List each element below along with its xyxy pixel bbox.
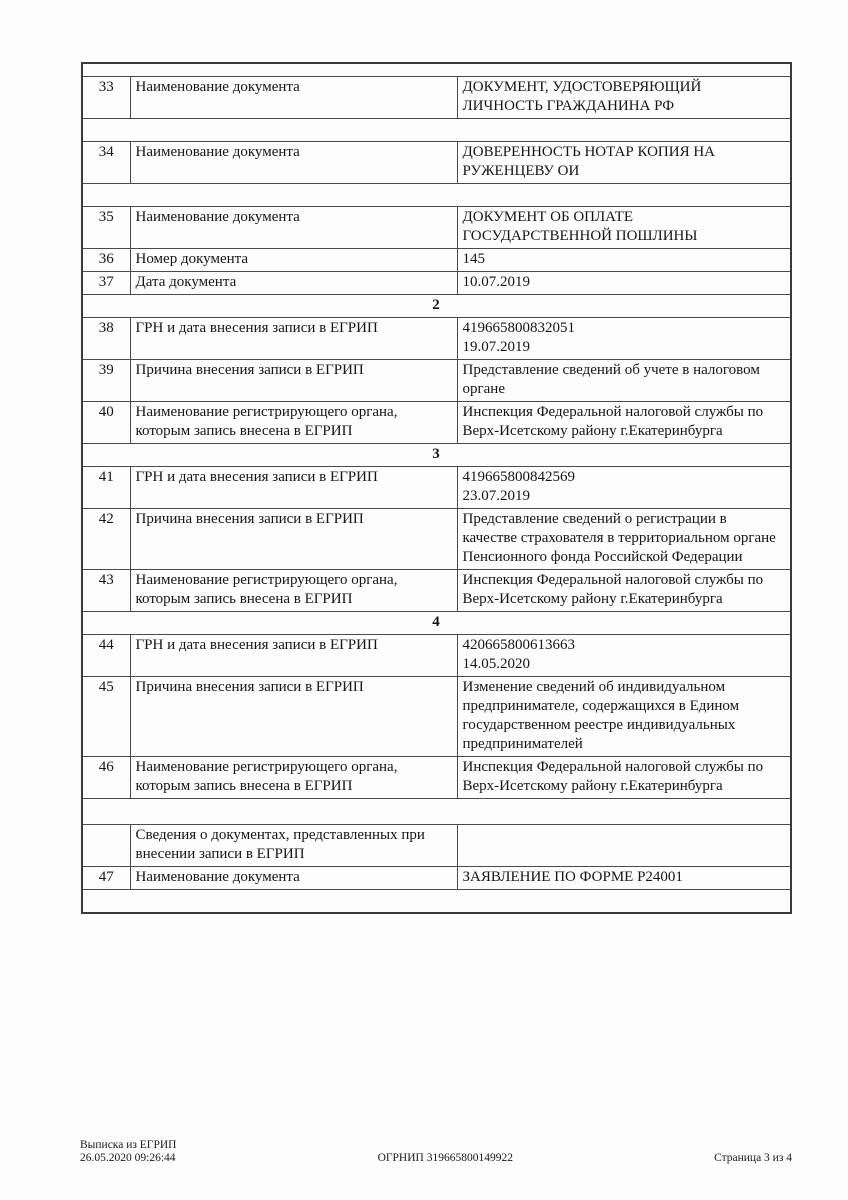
value-line: Инспекция Федеральной налоговой службы по Верх-Исетскому району г.Екатеринбурга bbox=[462, 759, 764, 794]
table-row bbox=[82, 207, 791, 249]
egrip-records-table bbox=[81, 62, 792, 914]
row-number-cell: 36 bbox=[82, 249, 130, 272]
value-line: 419665800842569 bbox=[462, 469, 575, 485]
page-footer bbox=[80, 1139, 792, 1165]
value-line: 23.07.2019 bbox=[462, 488, 530, 504]
table-row bbox=[82, 249, 791, 272]
table-row bbox=[82, 509, 791, 570]
table-row bbox=[82, 318, 791, 360]
row-label-cell: ГРН и дата внесения записи в ЕГРИП bbox=[130, 635, 457, 677]
row-number-cell: 41 bbox=[82, 467, 130, 509]
section-number: 3 bbox=[82, 444, 791, 467]
row-label-cell: Дата документа bbox=[130, 272, 457, 295]
row-number-cell: 47 bbox=[82, 867, 130, 890]
table-row bbox=[82, 825, 791, 867]
section-number-row bbox=[82, 295, 791, 318]
row-value-cell bbox=[457, 318, 791, 360]
value-line: ДОВЕРЕННОСТЬ НОТАР КОПИЯ НА РУЖЕНЦЕВУ ОИ bbox=[462, 144, 716, 179]
value-line: Представление сведений о регистрации в качестве страхователя в территориальном органе Пенсионного фонда Российской Федерации bbox=[462, 511, 776, 565]
row-number-cell: 46 bbox=[82, 757, 130, 799]
spacer-row bbox=[82, 119, 791, 142]
row-value-cell bbox=[457, 867, 791, 890]
table-row bbox=[82, 467, 791, 509]
row-number-cell bbox=[82, 825, 130, 867]
table-row bbox=[82, 360, 791, 402]
section-number: 4 bbox=[82, 612, 791, 635]
table-row bbox=[82, 77, 791, 119]
spacer-cell bbox=[82, 890, 791, 914]
row-value-cell bbox=[457, 825, 791, 867]
spacer-cell bbox=[82, 184, 791, 207]
table-row bbox=[82, 402, 791, 444]
table-row bbox=[82, 570, 791, 612]
egrip-table-body bbox=[82, 63, 791, 913]
row-value-cell bbox=[457, 207, 791, 249]
spacer-row bbox=[82, 184, 791, 207]
row-number-cell: 43 bbox=[82, 570, 130, 612]
spacer-cell bbox=[82, 63, 791, 77]
row-value-cell bbox=[457, 360, 791, 402]
row-label-cell: Причина внесения записи в ЕГРИП bbox=[130, 509, 457, 570]
row-label-cell: Наименование регистрирующего органа, которым запись внесена в ЕГРИП bbox=[130, 757, 457, 799]
table-row bbox=[82, 272, 791, 295]
row-value-cell bbox=[457, 467, 791, 509]
row-label-cell: ГРН и дата внесения записи в ЕГРИП bbox=[130, 318, 457, 360]
row-number-cell: 40 bbox=[82, 402, 130, 444]
row-label-cell: Сведения о документах, представленных при внесении записи в ЕГРИП bbox=[130, 825, 457, 867]
table-row bbox=[82, 142, 791, 184]
value-line: Инспекция Федеральной налоговой службы по Верх-Исетскому району г.Екатеринбурга bbox=[462, 404, 764, 439]
row-label-cell: Наименование документа bbox=[130, 867, 457, 890]
row-label-cell: Наименование документа bbox=[130, 142, 457, 184]
row-value-cell bbox=[457, 77, 791, 119]
row-value-cell bbox=[457, 677, 791, 757]
row-number-cell: 34 bbox=[82, 142, 130, 184]
row-label-cell: Причина внесения записи в ЕГРИП bbox=[130, 360, 457, 402]
value-line: 10.07.2019 bbox=[462, 274, 530, 290]
row-number-cell: 42 bbox=[82, 509, 130, 570]
row-number-cell: 35 bbox=[82, 207, 130, 249]
spacer-cell bbox=[82, 799, 791, 825]
row-number-cell: 37 bbox=[82, 272, 130, 295]
value-line: Представление сведений об учете в налоговом органе bbox=[462, 362, 760, 397]
value-line: ЗАЯВЛЕНИЕ ПО ФОРМЕ Р24001 bbox=[462, 869, 683, 885]
row-number-cell: 39 bbox=[82, 360, 130, 402]
row-label-cell: Причина внесения записи в ЕГРИП bbox=[130, 677, 457, 757]
row-value-cell bbox=[457, 570, 791, 612]
row-value-cell bbox=[457, 402, 791, 444]
table-row bbox=[82, 867, 791, 890]
value-line: 145 bbox=[462, 251, 485, 267]
section-number: 2 bbox=[82, 295, 791, 318]
spacer-row bbox=[82, 890, 791, 914]
row-value-cell bbox=[457, 757, 791, 799]
value-line: ДОКУМЕНТ ОБ ОПЛАТЕ ГОСУДАРСТВЕННОЙ ПОШЛИНЫ bbox=[462, 209, 698, 244]
footer-page-number: Страница 3 из 4 bbox=[714, 1152, 792, 1164]
row-value-cell bbox=[457, 272, 791, 295]
spacer-row bbox=[82, 799, 791, 825]
row-label-cell: Наименование документа bbox=[130, 77, 457, 119]
value-line: 14.05.2020 bbox=[462, 656, 530, 672]
value-line: ДОКУМЕНТ, УДОСТОВЕРЯЮЩИЙ ЛИЧНОСТЬ ГРАЖДАНИНА РФ bbox=[462, 79, 702, 114]
table-row bbox=[82, 635, 791, 677]
row-number-cell: 45 bbox=[82, 677, 130, 757]
value-line: 19.07.2019 bbox=[462, 339, 530, 355]
table-row bbox=[82, 677, 791, 757]
row-label-cell: Номер документа bbox=[130, 249, 457, 272]
row-number-cell: 33 bbox=[82, 77, 130, 119]
spacer-row bbox=[82, 63, 791, 77]
value-line: 420665800613663 bbox=[462, 637, 575, 653]
row-label-cell: ГРН и дата внесения записи в ЕГРИП bbox=[130, 467, 457, 509]
section-number-row bbox=[82, 612, 791, 635]
footer-left bbox=[80, 1139, 176, 1165]
footer-ogrnip: ОГРНИП 319665800149922 bbox=[377, 1152, 513, 1164]
row-label-cell: Наименование документа bbox=[130, 207, 457, 249]
row-value-cell bbox=[457, 249, 791, 272]
row-label-cell: Наименование регистрирующего органа, которым запись внесена в ЕГРИП bbox=[130, 570, 457, 612]
footer-doc-type: Выписка из ЕГРИП bbox=[80, 1139, 177, 1151]
spacer-cell bbox=[82, 119, 791, 142]
footer-timestamp: 26.05.2020 09:26:44 bbox=[80, 1152, 176, 1164]
row-number-cell: 44 bbox=[82, 635, 130, 677]
value-line: 419665800832051 bbox=[462, 320, 575, 336]
row-number-cell: 38 bbox=[82, 318, 130, 360]
row-label-cell: Наименование регистрирующего органа, которым запись внесена в ЕГРИП bbox=[130, 402, 457, 444]
value-line: Инспекция Федеральной налоговой службы по Верх-Исетскому району г.Екатеринбурга bbox=[462, 572, 764, 607]
section-number-row bbox=[82, 444, 791, 467]
row-value-cell bbox=[457, 142, 791, 184]
value-line: Изменение сведений об индивидуальном предпринимателе, содержащихся в Едином государственном реестре индивидуальных предпринимателей bbox=[462, 679, 740, 752]
row-value-cell bbox=[457, 509, 791, 570]
row-value-cell bbox=[457, 635, 791, 677]
table-row bbox=[82, 757, 791, 799]
